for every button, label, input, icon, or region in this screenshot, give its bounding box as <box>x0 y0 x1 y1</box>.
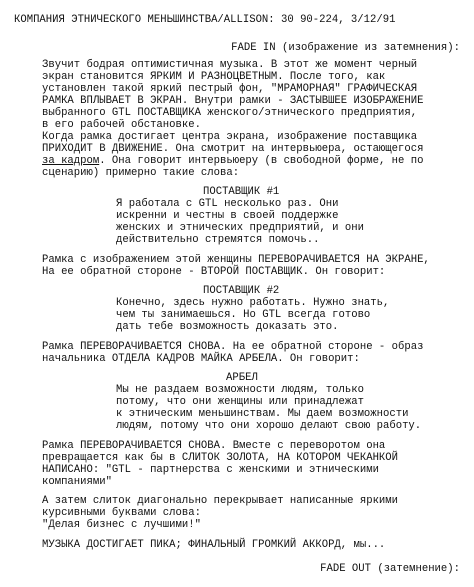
dialogue-line: к этническим меньшинствам. Мы даем возможности <box>116 408 409 420</box>
fade-out-direction: FADE OUT (затемнение): <box>320 563 460 575</box>
action-paragraph-7: МУЗЫКА ДОСТИГАЕТ ПИКА; ФИНАЛЬНЫЙ ГРОМКИЙ АККОРД, мы... <box>42 539 386 551</box>
dialogue-line: женских и этнических предприятий, и они <box>116 222 364 234</box>
action-line: начальника ОТДЕЛА КАДРОВ МАЙКА АРБЕЛА. Он говорит: <box>42 353 360 365</box>
dialogue-line: Мы не раздаем возможности людям, только <box>116 384 364 396</box>
action-line: РАМКА ВПЛЫВАЕТ В ЭКРАН. Внутри рамки - ЗАСТЫВШЕЕ ИЗОБРАЖЕНИЕ <box>42 95 424 107</box>
dialogue-line: людям, потому что они хорошо делают свою работу. <box>116 420 422 432</box>
action-line: установлен такой яркий пестрый фон, "МРАМОРНАЯ" ГРАФИЧЕСКАЯ <box>42 83 418 95</box>
action-line: "Делая бизнес с лучшими!" <box>42 519 201 531</box>
action-line: Рамка с изображением этой женщины ПЕРЕВОРАЧИВАЕТСЯ НА ЭКРАНЕ, <box>42 254 430 266</box>
action-line: выбранного GTL ПОСТАВЩИКА женского/этнического предприятия, <box>42 107 418 119</box>
action-line: курсивными буквами слова: <box>42 507 201 519</box>
action-line: в его рабочей обстановке. <box>42 119 201 131</box>
dialogue-line: чем ты занимаешься. Но GTL всегда готово <box>116 309 371 321</box>
action-line: Когда рамка достигает центра экрана, изображение поставщика <box>42 131 418 143</box>
dialogue-line: дать тебе возможность доказать это. <box>116 321 339 333</box>
character-name-supplier-1: ПОСТАВЩИК #1 <box>203 186 280 198</box>
action-line: экран становится ЯРКИМ И РАЗНОЦВЕТНЫМ. После того, как <box>42 71 386 83</box>
action-line: Рамка ПЕРЕВОРАЧИВАЕТСЯ СНОВА. На ее обратной стороне - образ <box>42 341 424 353</box>
action-line: Рамка ПЕРЕВОРАЧИВАЕТСЯ СНОВА. Вместе с переворотом она <box>42 440 386 452</box>
fade-in-direction: FADE IN (изображение из затемнения): <box>231 42 460 54</box>
character-name-supplier-2: ПОСТАВЩИК #2 <box>203 285 280 297</box>
character-name-arbel: АРБЕЛ <box>226 372 258 384</box>
action-line: На ее обратной стороне - ВТОРОЙ ПОСТАВЩИК. Он говорит: <box>42 266 386 278</box>
dialogue-line: Конечно, здесь нужно работать. Нужно знать, <box>116 297 390 309</box>
script-header: КОМПАНИЯ ЭТНИЧЕСКОГО МЕНЬШИНСТВА/ALLISON: 30 90-224, 3/12/91 <box>14 14 396 26</box>
action-line-rest: . Она говорит интервьюеру (в свободной форме, не по <box>99 155 424 167</box>
action-line: превращается как бы в СЛИТОК ЗОЛОТА, НА КОТОРОМ ЧЕКАНКОЙ <box>42 452 399 464</box>
dialogue-line: искренни и честны в своей поддержке <box>116 210 339 222</box>
action-line: компаниями" <box>42 476 112 488</box>
action-line: Звучит бодрая оптимистичная музыка. В этот же момент черный <box>42 59 418 71</box>
dialogue-line: действительно стремятся помочь.. <box>116 234 320 246</box>
action-line: ПРИХОДИТ В ДВИЖЕНИЕ. Она смотрит на интервьюера, остающегося <box>42 143 424 155</box>
action-line: А затем слиток диагонально перекрывает написанные яркими <box>42 495 399 507</box>
dialogue-line: потому, что они женщины или принадлежат <box>116 396 364 408</box>
action-line <box>42 155 423 168</box>
underlined-phrase: за кадром <box>42 155 100 167</box>
dialogue-line: Я работала с GTL несколько раз. Они <box>116 198 339 210</box>
action-line: НАПИСАНО: "GTL - партнерства с женскими и этническими <box>42 464 379 476</box>
action-line: сценарию) примерно такие слова: <box>42 167 240 179</box>
